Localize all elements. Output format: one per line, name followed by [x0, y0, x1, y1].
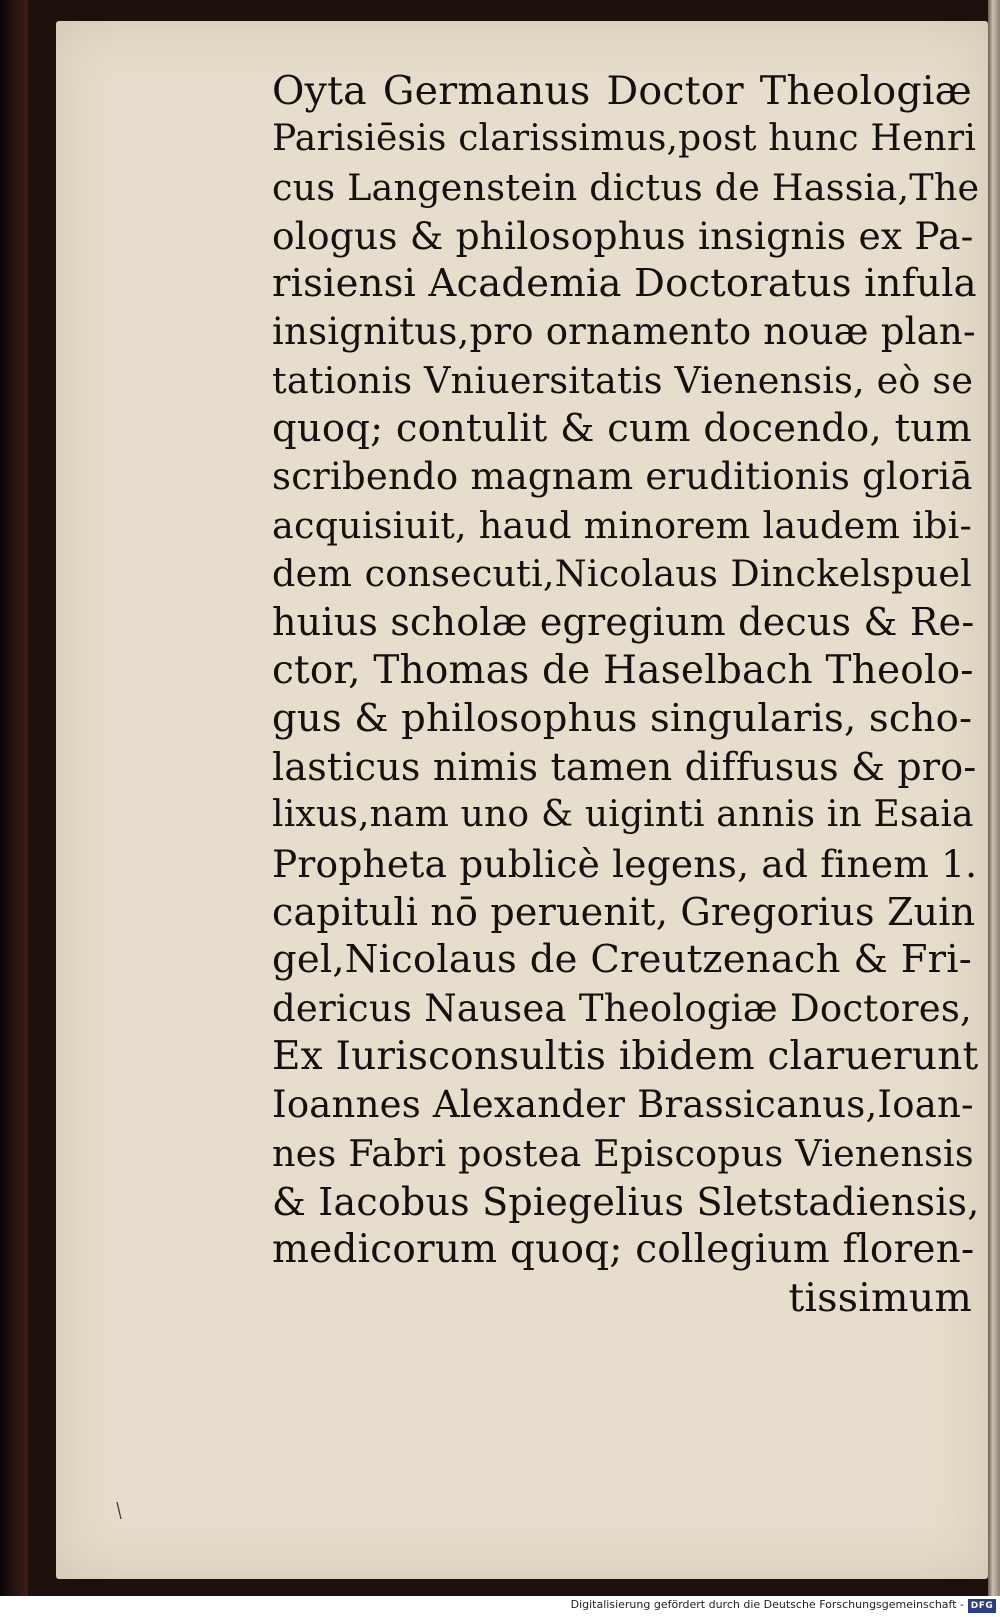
- digitization-footer: [0, 1596, 1000, 1617]
- text-line: huius scholæ egregium decus & Re-: [272, 600, 975, 645]
- book-binding-edge: [0, 0, 28, 1596]
- text-line: Oyta Germanus Doctor Theologiæ: [272, 68, 972, 114]
- text-line: capituli nō peruenit, Gregorius Zuin: [272, 890, 976, 935]
- text-line: gus & philosophus singularis, scho-: [272, 695, 973, 741]
- text-line: insignitus,pro ornamento nouæ plan-: [272, 310, 976, 354]
- text-line: dem consecuti,Nicolaus Dinckelspuel: [272, 551, 972, 595]
- page-edge-strip: [988, 0, 1000, 1596]
- dfg-logo: DFG: [968, 1599, 996, 1613]
- text-line: acquisiuit, haud minorem laudem ibi-: [272, 503, 972, 547]
- text-line: medicorum quoq; collegium floren-: [272, 1227, 975, 1273]
- text-line: nes Fabri postea Episcopus Vienensis: [272, 1131, 974, 1175]
- catchword: tissimum: [788, 1275, 972, 1322]
- text-line: Parisiēsis clarissimus,post hunc Henri: [272, 118, 977, 160]
- text-line: ologus & philosophus insignis ex Pa-: [272, 213, 974, 258]
- footer-credit: Digitalisierung gefördert durch die Deutsche Forschungsgemeinschaft -: [570, 1598, 964, 1611]
- text-line: lixus,nam uno & uiginti annis in Esaia: [272, 794, 974, 836]
- text-line: cus Langenstein dictus de Hassia,The: [272, 165, 980, 209]
- text-line: gel,Nicolaus de Creutzenach & Fri-: [272, 937, 972, 983]
- text-line: scribendo magnam eruditionis gloriā: [272, 455, 973, 499]
- page-text-block: [272, 67, 980, 1323]
- text-line: risiensi Academia Doctoratus infula: [272, 261, 977, 307]
- text-line: ctor, Thomas de Haselbach Theolo-: [272, 647, 974, 693]
- text-line: lasticus nimis tamen diffusus & pro-: [272, 745, 977, 790]
- book-page: [56, 21, 988, 1579]
- margin-mark: [116, 1501, 122, 1521]
- text-line: Ex Iurisconsultis ibidem claruerunt: [272, 1033, 979, 1079]
- text-line: & Iacobus Spiegelius Sletstadiensis,: [272, 1179, 980, 1224]
- text-line: tationis Vniuersitatis Vienensis, eò se: [272, 358, 974, 402]
- text-line: Propheta publicè legens, ad finem 1.: [272, 841, 978, 886]
- text-line: dericus Nausea Theologiæ Doctores,: [272, 986, 972, 1030]
- text-line: quoq; contulit & cum docendo, tum: [272, 406, 972, 452]
- text-line: Ioannes Alexander Brassicanus,Ioan-: [272, 1083, 974, 1127]
